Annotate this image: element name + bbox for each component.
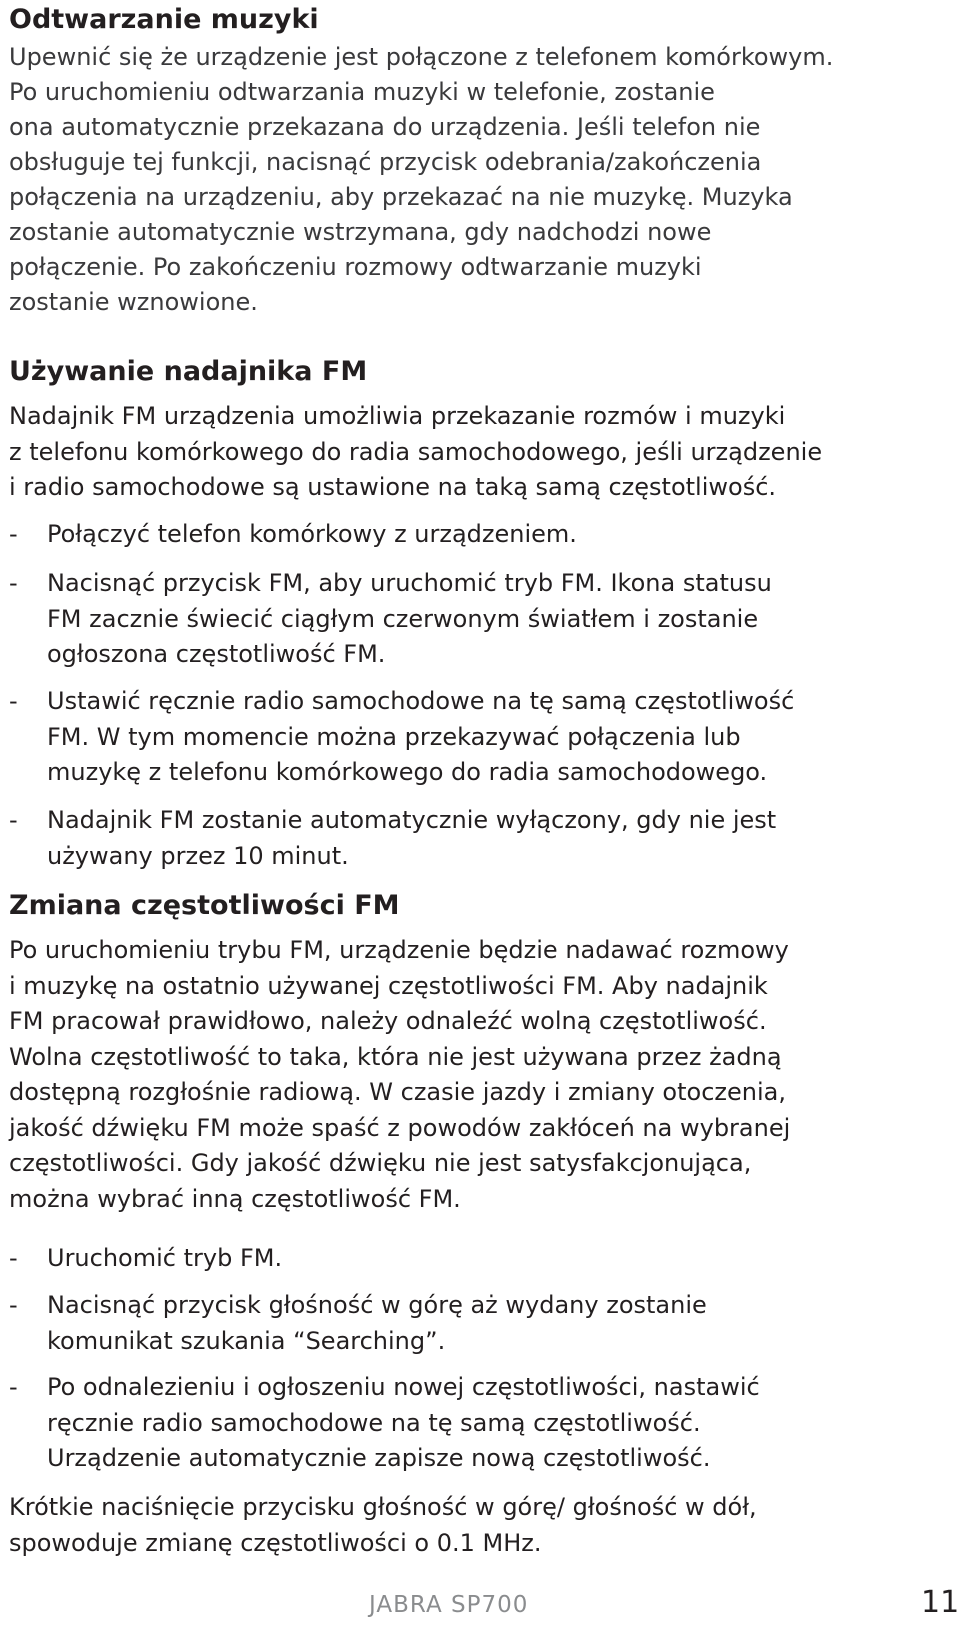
- paragraph-line: z telefonu komórkowego do radia samochodowego, jeśli urządzenie: [9, 437, 823, 466]
- list-item-line: Nadajnik FM zostanie automatycznie wyłączony, gdy nie jest: [47, 806, 777, 834]
- paragraph-line: Upewnić się że urządzenie jest połączone z telefonem komórkowym.: [9, 43, 834, 71]
- list-dash: -: [9, 806, 18, 834]
- section-music-playback-paragraph: [9, 40, 833, 320]
- list-item: [9, 1241, 282, 1277]
- paragraph-line: obsługuje tej funkcji, nacisnąć przycisk odebrania/zakończenia: [9, 148, 762, 176]
- list-item-line: Nacisnąć przycisk głośność w górę aż wydany zostanie: [47, 1291, 707, 1319]
- paragraph-line: Wolna częstotliwość to taka, która nie jest używana przez żadną: [9, 1042, 782, 1071]
- list-dash: -: [9, 569, 18, 597]
- list-item: [9, 1288, 707, 1359]
- list-item-line: ręcznie radio samochodowe na tę samą częstotliwość.: [47, 1408, 701, 1437]
- paragraph-line: połączenia na urządzeniu, aby przekazać na nie muzykę. Muzyka: [9, 183, 793, 211]
- section-title-music-playback: Odtwarzanie muzyki: [9, 4, 319, 35]
- paragraph-line: Po uruchomieniu trybu FM, urządzenie będzie nadawać rozmowy: [9, 936, 789, 964]
- section-fm-transmitter-paragraph: [9, 399, 822, 506]
- list-item-line: FM. W tym momencie można przekazywać połączenia lub: [47, 722, 741, 751]
- page-number: 11: [921, 1585, 960, 1620]
- list-item-line: FM zacznie świecić ciągłym czerwonym światłem i zostanie: [47, 604, 759, 633]
- paragraph-line: zostanie automatycznie wstrzymana, gdy nadchodzi nowe: [9, 218, 712, 246]
- list-item: [9, 566, 772, 673]
- list-dash: -: [9, 1291, 18, 1319]
- list-item-line: ogłoszona częstotliwość FM.: [47, 640, 386, 668]
- list-item-line: Urządzenie automatycznie zapisze nową częstotliwość.: [47, 1444, 711, 1472]
- list-item-line: Po odnalezieniu i ogłoszeniu nowej częstotliwości, nastawić: [47, 1373, 760, 1401]
- list-item-text: [47, 517, 577, 553]
- paragraph-line: i radio samochodowe są ustawione na taką samą częstotliwość.: [9, 473, 777, 501]
- list-item-text: [47, 684, 794, 791]
- list-item-text: [47, 1241, 282, 1277]
- list-item-text: [47, 1370, 760, 1477]
- paragraph-line: połączenie. Po zakończeniu rozmowy odtwarzanie muzyki: [9, 253, 702, 281]
- list-dash: -: [9, 1244, 18, 1272]
- list-item-text: [47, 1288, 707, 1359]
- paragraph-line: Po uruchomieniu odtwarzania muzyki w telefonie, zostanie: [9, 78, 715, 106]
- list-item: [9, 684, 794, 791]
- section-title-fm-transmitter: Używanie nadajnika FM: [9, 356, 368, 387]
- list-item: [9, 803, 776, 874]
- section-fm-frequency-paragraph: [9, 933, 790, 1217]
- paragraph-line: częstotliwości. Gdy jakość dźwięku nie jest satysfakcjonująca,: [9, 1149, 752, 1177]
- list-item-line: Ustawić ręcznie radio samochodowe na tę samą częstotliwość: [47, 687, 795, 715]
- footer-brand: JABRA SP700: [369, 1592, 529, 1618]
- list-item-line: Nacisnąć przycisk FM, aby uruchomić tryb FM. Ikona statusu: [47, 569, 772, 597]
- paragraph-line: jakość dźwięku FM może spaść z powodów zakłóceń na wybranej: [9, 1113, 791, 1142]
- list-dash: -: [9, 520, 18, 548]
- list-item-text: [47, 803, 776, 874]
- paragraph-line: spowoduje zmianę częstotliwości o 0.1 MHz.: [9, 1528, 542, 1557]
- list-dash: -: [9, 1373, 18, 1401]
- closing-paragraph: [9, 1490, 757, 1561]
- list-item: [9, 517, 577, 553]
- paragraph-line: ona automatycznie przekazana do urządzenia. Jeśli telefon nie: [9, 113, 761, 141]
- list-item-text: [47, 566, 772, 673]
- paragraph-line: dostępną rozgłośnie radiową. W czasie jazdy i zmiany otoczenia,: [9, 1078, 786, 1106]
- list-item-line: Uruchomić tryb FM.: [47, 1244, 283, 1272]
- paragraph-line: zostanie wznowione.: [9, 288, 258, 316]
- list-item-line: komunikat szukania “Searching”.: [47, 1326, 446, 1355]
- section-title-fm-frequency-change: Zmiana częstotliwości FM: [9, 890, 400, 921]
- paragraph-line: można wybrać inną częstotliwość FM.: [9, 1184, 461, 1213]
- list-item-line: muzykę z telefonu komórkowego do radia samochodowego.: [47, 758, 768, 786]
- paragraph-line: FM pracował prawidłowo, należy odnaleźć wolną częstotliwość.: [9, 1007, 767, 1035]
- paragraph-line: Nadajnik FM urządzenia umożliwia przekazanie rozmów i muzyki: [9, 402, 786, 430]
- list-item: [9, 1370, 760, 1477]
- paragraph-line: Krótkie naciśnięcie przycisku głośność w górę/ głośność w dół,: [9, 1493, 757, 1521]
- list-dash: -: [9, 687, 18, 715]
- list-item-line: używany przez 10 minut.: [47, 841, 349, 870]
- paragraph-line: i muzykę na ostatnio używanej częstotliwości FM. Aby nadajnik: [9, 971, 768, 1000]
- list-item-line: Połączyć telefon komórkowy z urządzeniem.: [47, 520, 577, 548]
